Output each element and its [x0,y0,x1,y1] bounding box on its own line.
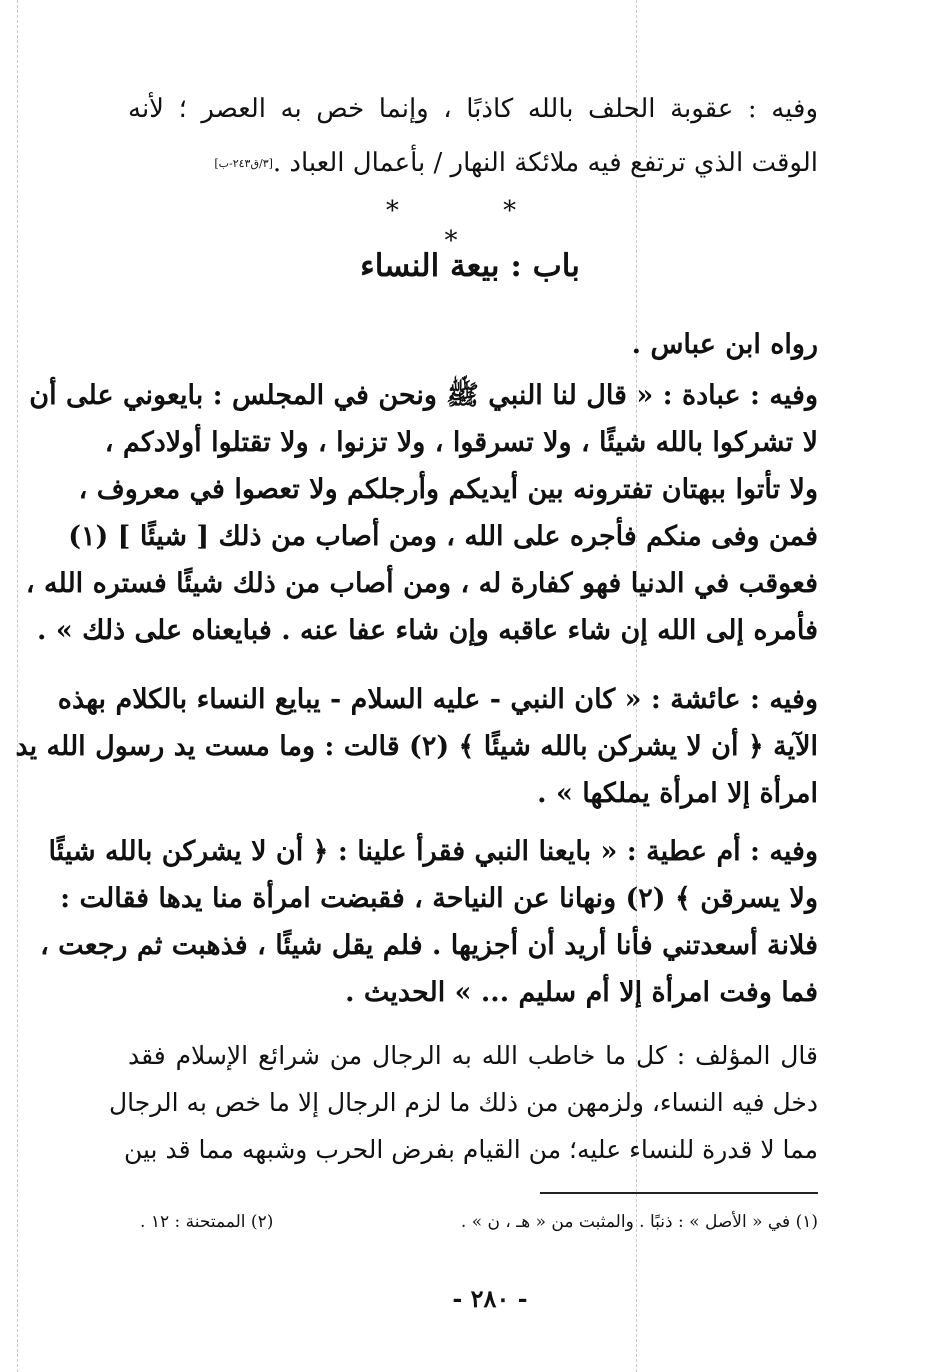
text-line: رواه ابن عباس . [631,329,818,360]
text-line: فمن وفى منكم فأجره على الله ، ومن أصاب من ذلك [ شيئًا ] (١) [68,521,818,552]
text-line: ولا تأتوا ببهتان تفترونه بين أيديكم وأرجلكم ولا تعصوا في معروف ، [78,474,818,505]
text-line-with-note [128,136,818,191]
text-line: وفيه : عقوبة الحلف بالله كاذبًا ، وإنما خص به العصر ؛ لأنه [128,94,818,124]
text-line: لا تشركوا بالله شيئًا ، ولا تسرقوا ، ولا تزنوا ، ولا تقتلوا أولادكم ، [104,427,818,458]
chapter-heading: باب : بيعة النساء [360,248,580,284]
text-line: وفيه : عبادة : « قال لنا النبي ﷺ ونحن في المجلس : بايعوني على أن [29,380,818,411]
page-number: - ٢٨٠ - [452,1284,528,1313]
text-line: وفيه : عائشة : « كان النبي - عليه السلام - يبايع النساء بالكلام بهذه [57,684,818,715]
text-line: ولا يسرقن ﴾ (٢) ونهانا عن النياحة ، فقبضت امرأة منا يدها فقالت : [60,883,818,914]
text-line: فأمره إلى الله إن شاء عاقبه وإن شاء عفا عنه . فبايعناه على ذلك » . [37,615,818,646]
text-line: دخل فيه النساء، ولزمهن من ذلك ما لزم الرجال إلا ما خص به الرجال [109,1088,818,1117]
paragraph-rawah [128,320,818,370]
footnote-2: (٢) الممتحنة : ١٢ . [140,1212,274,1232]
footnote-divider [540,1192,818,1194]
text-line: الآية ﴿ أن لا يشركن بالله شيئًا ﴾ (٢) قالت : وما مست يد رسول الله يد [15,731,818,762]
text-line: قال المؤلف : كل ما خاطب الله به الرجال من شرائع الإسلام فقد [128,1041,818,1070]
footnotes [140,1212,818,1232]
footnote-1: (١) في « الأصل » : ذنبًا . والمثبت من « هـ ، ن » . [460,1212,818,1232]
text-line: الوقت الذي ترتفع فيه ملائكة النهار / بأعمال العباد . [272,148,818,178]
text-line: فما وفت امرأة إلا أم سليم ... » الحديث . [345,977,818,1008]
text-line: فلانة أسعدتني فأنا أريد أن أجزيها . فلم يقل شيئًا ، فذهبت ثم رجعت ، [40,930,818,961]
scan-guide-line [17,0,18,1372]
text-line: فعوقب في الدنيا فهو كفارة له ، ومن أصاب من ذلك شيئًا فستره الله ، [25,568,818,599]
section-separator: * * * [385,196,565,256]
text-line: وفيه : أم عطية : « بايعنا النبي فقرأ علينا : ﴿ أن لا يشركن بالله شيئًا [48,836,818,867]
paragraph-umm-atiyya [40,828,818,1016]
text-line: مما لا قدرة للنساء عليه؛ من القيام بفرض الحرب وشبهه مما قد بين [123,1135,818,1164]
paragraph-ubada [25,372,818,654]
manuscript-folio-note: [٣/ق٢٤٣-ب] [214,157,273,170]
intro-paragraph [128,82,818,191]
paragraph-author-comment [109,1032,818,1173]
text-line: امرأة إلا امرأة يملكها » . [537,778,818,809]
paragraph-aisha [15,676,818,817]
